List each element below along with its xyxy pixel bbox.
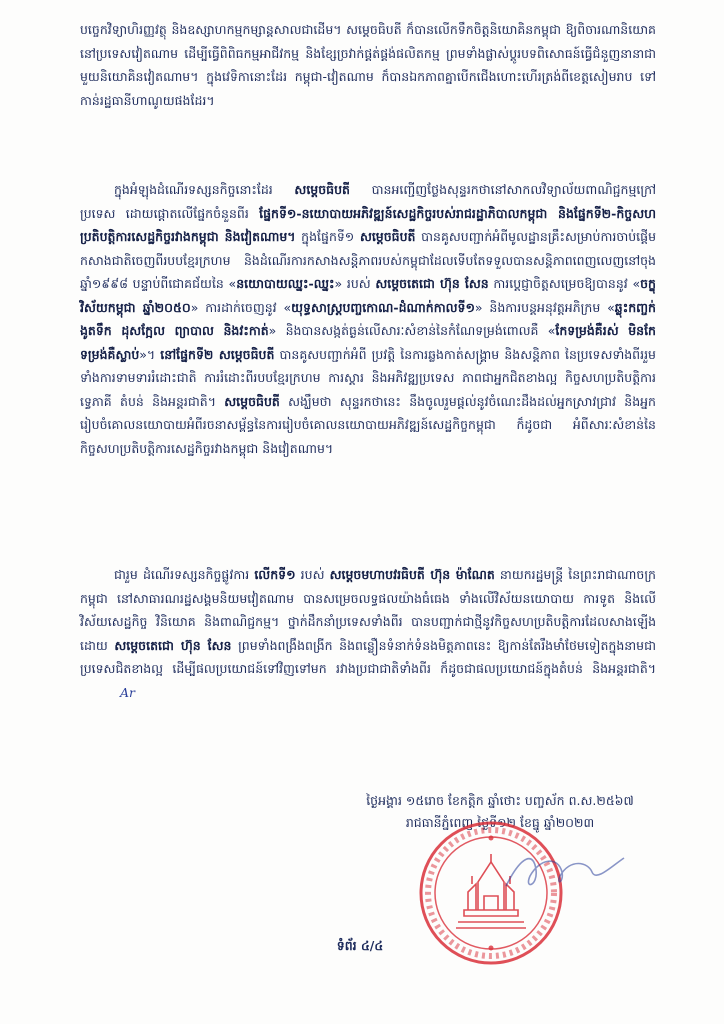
lunar-date-line: ថ្ងៃអង្គារ ១៥រោច ខែកត្តិក ឆ្នាំថោះ បញ្ចស័ក ព.ស.២៥៦៧ <box>366 793 634 808</box>
p2-t-bold: នៅផ្នែកទី២ សម្តេចធិបតី <box>160 346 275 362</box>
p2-n-bold: យុទ្ធសាស្ត្របញ្ចកោណ-ដំណាក់កាលទី១ <box>291 299 475 315</box>
p3-f-bold: សម្តេចតេជោ ហ៊ុន សែន <box>114 637 232 653</box>
paragraph-1-text: បច្ចេកវិទ្យាហិរញ្ញវត្ថុ និងឧស្សាហកម្មកម្សាន្តសាលជាដើម។ សម្តេចធិបតី ក៏បានលើកទឹកចិត្តនិយោគិនកម្ពុជា ឱ្យពិចារណានិយោគនៅប្រទេសវៀតណាម ដើម្បីធ្វើពិពិធកម្មអាជីវកម្ម និងខ្សែច្រវាក់ផ្គត់ផ្គង់ផលិតកម្ម ព្រមទាំងផ្លាស់ប្តូរបទពិសោធន៍ធ្វើជំនួញនានាជាមួយនិយោគិនវៀតណាម។ ក្នុងវេទិកានោះដែរ កម្ពុជា-វៀតណាម ក៏បានឯកភាពគ្នាបើកជើងហោះហើរត្រង់ពីខេត្តសៀមរាប ទៅកាន់រដ្ឋធានីហាណូយផងដែរ។ <box>80 22 656 108</box>
p3-b-bold: លើកទី១ <box>254 567 296 582</box>
p2-l-bold: ចក្ខុវិស័យកម្ពុជា ឆ្នាំ២០៥០ <box>80 276 656 315</box>
p2-a: ក្នុងអំឡុងដំណើរទស្សនកិច្ចនោះដែរ <box>114 182 295 197</box>
handwritten-signature-icon <box>500 836 630 906</box>
p3-e: នាយករដ្ឋមន្ត្រី នៃព្រះរាជាណាចក្រកម្ពុជា នៅសាធារណរដ្ឋសង្គមនិយមវៀតណាម បានសម្រេចលទ្ធផលយ៉ាងធំធេង ទាំងលើវិស័យនយោបាយ ការទូត និងលើវិស័យសេដ្ឋកិច្ច វិនិយោគ និងពាណិជ្ជកម្ម។ ថ្នាក់ដឹកនាំប្រទេសទាំងពីរ បានបញ្ជាក់ជាថ្មីនូវកិច្ចសហប្រតិបត្តិការដែលសាងឡើងដោយ <box>80 567 656 653</box>
p2-v-bold: សម្តេចធិបតី <box>224 393 280 409</box>
p3-a: ជារួម ដំណើរទស្សនកិច្ចផ្លូវការ <box>114 567 255 582</box>
p2-d-bold: ផ្នែកទី១-នយោបាយអភិវឌ្ឍន៍សេដ្ឋកិច្ចរបស់រាជរដ្ឋាភិបាលកម្ពុជា និងផ្នែកទី២-កិច្ចសហប្រតិបត្តិការសេដ្ឋកិច្ចរវាងកម្ពុជា និងវៀតណាម។ <box>80 205 656 244</box>
p2-b-bold: សម្តេចធិបតី <box>294 182 350 197</box>
p2-i: » របស់ <box>334 276 376 291</box>
p3-c: របស់ <box>295 567 330 582</box>
p2-w: សង្ឃឹមថា សុន្ទរកថានេះ នឹងចូលរួមផ្តល់នូវចំណេះដឹងដល់អ្នកស្រាវជ្រាវ និងអ្នករៀបចំគោលនយោបាយអំពីរចនាសម្ព័ន្ធនៃការរៀបចំគោលនយោបាយអភិវឌ្ឍន៍សេដ្ឋកិច្ចកម្ពុជា ក៏ដូចជា អំពីសារៈសំខាន់នៃកិច្ចសហប្រតិបត្តិការសេដ្ឋកិច្ចរវាងកម្ពុជា និងវៀតណាម។ <box>80 393 656 456</box>
page-number: ទំព័រ ៤/៤ <box>336 938 384 953</box>
p2-o: » និងការបន្តអនុវត្តអភិក្រម « <box>474 299 615 315</box>
paragraph-2 <box>80 178 656 460</box>
p2-p-bold: ឆ្លុះកញ្ចក់ ងូតទឹក ដុសក្អែល ព្យាបាល និងវះកាត់ <box>80 299 656 338</box>
p2-f-bold: សម្តេចធិបតី <box>359 229 416 244</box>
p3-d-bold: សម្តេចមហាបវរធិបតី ហ៊ុន ម៉ាណែត <box>329 567 495 582</box>
gregorian-date-line: រាជធានីភ្នំពេញ ថ្ងៃទី១២ ខែធ្នូ ឆ្នាំ២០២៣ <box>405 815 595 830</box>
p2-r-bold: កែទម្រង់គឺរស់ មិនកែទម្រង់គឺស្លាប់ <box>80 323 656 362</box>
p2-q: » និងបានសង្កត់ធ្ងន់លើសារៈសំខាន់នៃកំណែទម្រង់ពោលគឺ « <box>268 323 556 338</box>
paragraph-3 <box>80 563 656 704</box>
p2-u: បានគូសបញ្ជាក់អំពី ប្រវត្តិ នៃការឆ្លងកាត់សង្គ្រាម និងសន្តិភាព នៃប្រទេសទាំងពីររួមទាំងការទាមទាររំដោះជាតិ ការរំដោះពីរបបខ្មែរក្រហម ការស្តារ និងអភិវឌ្ឍប្រទេស ភាពជាអ្នកជិតខាងល្អ កិច្ចសហប្រតិបត្តិការទ្វេភាគី តំបន់ និងអន្តរជាតិ។ <box>80 346 656 409</box>
p2-j-bold: សម្តេចតេជោ ហ៊ុន សែន <box>375 276 489 291</box>
p2-c: បានអញ្ជើញថ្លែងសុន្ទរកថានៅសាកលវិទ្យាល័យពាណិជ្ជកម្មក្រៅប្រទេស ដោយផ្ដោតលើផ្នែកចំនួនពីរ <box>80 182 656 221</box>
p2-h-bold: នយោបាយឈ្នះ-ឈ្នះ <box>236 276 335 291</box>
p3-g: ព្រមទាំងពង្រឹងពង្រីក និងពន្លឿនទំនាក់ទំនងមិត្តភាពនេះ ឱ្យកាន់តែរឹងមាំថែមទៀតក្នុងនាមជាប្រទេសជិតខាងល្អ ដើម្បីផលប្រយោជន៍ទៅវិញទៅមក រវាងប្រជាជាតិទាំងពីរ ក៏ដូចជាផលប្រយោជន៍ក្នុងតំបន់ និងអន្តរជាតិ។ <box>80 637 656 676</box>
p2-s: »។ <box>139 346 161 362</box>
p2-m: » ការដាក់ចេញនូវ « <box>190 299 292 315</box>
p2-g: បានគូសបញ្ជាក់អំពីមូលដ្ឋានគ្រឹះសម្រាប់ការចាប់ផ្ដើមកសាងជាតិចេញពីរបបខ្មែរក្រហម និងដំណើរការកសាងសន្តិភាពរបស់កម្ពុជាដែលទើបតែទទួលបានសន្តិភាពពេញលេញនៅចុងឆ្នាំ១៩៩៨ បន្ទាប់ពីជោគជ័យនៃ « <box>80 229 657 291</box>
handwritten-initials: Ar <box>120 684 136 700</box>
paragraph-1 <box>80 18 656 112</box>
p2-k: ការប្តេជ្ញាចិត្តសម្រេចឱ្យបាននូវ « <box>488 276 641 291</box>
p2-e: ក្នុងផ្នែកទី១ <box>295 229 360 244</box>
